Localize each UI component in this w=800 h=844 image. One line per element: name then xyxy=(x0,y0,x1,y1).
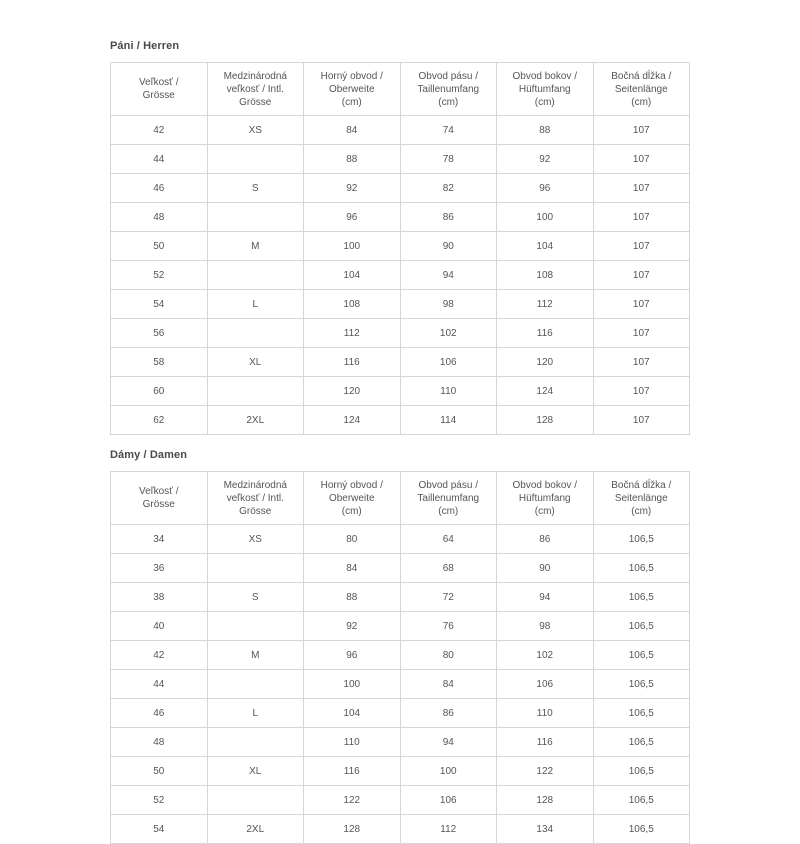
column-header xyxy=(304,63,401,116)
column-header-line: (cm) xyxy=(438,96,459,108)
table-cell: 107 xyxy=(593,406,690,435)
table-cell: 94 xyxy=(497,583,594,612)
table-header-row xyxy=(111,63,690,116)
table-cell: 100 xyxy=(304,670,401,699)
table-cell: 42 xyxy=(111,116,208,145)
table-cell: 106,5 xyxy=(593,670,690,699)
column-header-line: veľkosť / Intl. xyxy=(226,492,284,504)
table-cell: 88 xyxy=(497,116,594,145)
table-cell: 94 xyxy=(400,728,497,757)
table-cell: 114 xyxy=(400,406,497,435)
women-size-table-title: Dámy / Damen xyxy=(110,449,188,461)
column-header-line: Seitenlänge xyxy=(614,492,668,504)
table-cell: 40 xyxy=(111,612,208,641)
table-cell: 120 xyxy=(497,348,594,377)
table-cell: 107 xyxy=(593,348,690,377)
table-cell: XS xyxy=(207,116,304,145)
table-row xyxy=(111,786,690,815)
column-header-line: Hüftumfang xyxy=(518,83,571,95)
table-row xyxy=(111,641,690,670)
table-cell: 88 xyxy=(304,583,401,612)
table-cell: XS xyxy=(207,525,304,554)
table-cell: 106,5 xyxy=(593,699,690,728)
table-cell: 86 xyxy=(497,525,594,554)
table-cell: 110 xyxy=(497,699,594,728)
column-header-line: (cm) xyxy=(534,505,555,517)
table-cell: 72 xyxy=(400,583,497,612)
table-cell xyxy=(207,203,304,232)
table-cell: 80 xyxy=(304,525,401,554)
table-row xyxy=(111,554,690,583)
table-cell: 84 xyxy=(304,116,401,145)
table-row xyxy=(111,145,690,174)
table-cell: 90 xyxy=(497,554,594,583)
table-cell: 107 xyxy=(593,261,690,290)
table-cell: 112 xyxy=(497,290,594,319)
table-cell: 96 xyxy=(304,203,401,232)
table-cell: 46 xyxy=(111,699,208,728)
column-header-line: Medzinárodná xyxy=(223,70,287,82)
size-chart-sections xyxy=(110,40,690,844)
table-row xyxy=(111,261,690,290)
table-cell xyxy=(207,261,304,290)
table-cell xyxy=(207,377,304,406)
table-cell: 104 xyxy=(304,699,401,728)
table-row xyxy=(111,583,690,612)
column-header-line: Horný obvod / xyxy=(320,479,383,491)
table-cell: 50 xyxy=(111,757,208,786)
table-cell: 106,5 xyxy=(593,583,690,612)
table-cell: XL xyxy=(207,348,304,377)
table-cell: L xyxy=(207,290,304,319)
table-cell: 52 xyxy=(111,786,208,815)
column-header xyxy=(497,472,594,525)
table-cell: 106,5 xyxy=(593,728,690,757)
table-row xyxy=(111,728,690,757)
column-header-line: Bočná dĺžka / xyxy=(611,479,672,491)
table-cell: 107 xyxy=(593,319,690,348)
table-cell: 94 xyxy=(400,261,497,290)
table-cell xyxy=(207,786,304,815)
table-cell: 62 xyxy=(111,406,208,435)
table-cell: 48 xyxy=(111,203,208,232)
table-cell: 106,5 xyxy=(593,554,690,583)
table-cell: 48 xyxy=(111,728,208,757)
column-header-line: (cm) xyxy=(438,505,459,517)
column-header-line: Oberweite xyxy=(328,492,375,504)
table-cell: L xyxy=(207,699,304,728)
table-cell: 107 xyxy=(593,116,690,145)
column-header xyxy=(304,472,401,525)
table-cell xyxy=(207,670,304,699)
column-header xyxy=(111,472,208,525)
table-cell: 92 xyxy=(304,612,401,641)
table-cell: 104 xyxy=(304,261,401,290)
table-cell: 110 xyxy=(400,377,497,406)
column-header-line: Oberweite xyxy=(328,83,375,95)
table-cell: 106 xyxy=(400,348,497,377)
table-cell: 64 xyxy=(400,525,497,554)
table-cell: 107 xyxy=(593,145,690,174)
table-cell xyxy=(207,554,304,583)
table-row xyxy=(111,612,690,641)
table-row xyxy=(111,757,690,786)
table-cell: 98 xyxy=(497,612,594,641)
column-header-line: Medzinárodná xyxy=(223,479,287,491)
column-header-line: veľkosť / Intl. Grösse xyxy=(226,83,284,108)
table-cell: 120 xyxy=(304,377,401,406)
column-header xyxy=(207,63,304,116)
column-header-line: (cm) xyxy=(341,96,362,108)
table-row xyxy=(111,174,690,203)
table-cell: 108 xyxy=(497,261,594,290)
men-size-table xyxy=(110,62,690,435)
table-row xyxy=(111,377,690,406)
column-header-line: Bočná dĺžka / xyxy=(611,70,672,82)
table-cell: 78 xyxy=(400,145,497,174)
column-header xyxy=(400,472,497,525)
table-cell xyxy=(207,145,304,174)
table-row xyxy=(111,670,690,699)
table-cell xyxy=(207,612,304,641)
table-row xyxy=(111,116,690,145)
table-cell: 50 xyxy=(111,232,208,261)
table-cell: 54 xyxy=(111,815,208,844)
table-row xyxy=(111,203,690,232)
table-cell: 122 xyxy=(304,786,401,815)
table-cell: 100 xyxy=(304,232,401,261)
table-cell: 86 xyxy=(400,699,497,728)
table-cell: 107 xyxy=(593,174,690,203)
table-cell: 82 xyxy=(400,174,497,203)
table-cell: 44 xyxy=(111,670,208,699)
table-cell: 42 xyxy=(111,641,208,670)
table-cell: 128 xyxy=(497,406,594,435)
table-cell: S xyxy=(207,583,304,612)
table-cell: 100 xyxy=(497,203,594,232)
column-header xyxy=(111,63,208,116)
table-cell: 122 xyxy=(497,757,594,786)
table-cell: 112 xyxy=(400,815,497,844)
table-cell: 96 xyxy=(304,641,401,670)
table-cell: M xyxy=(207,232,304,261)
table-cell: 106,5 xyxy=(593,815,690,844)
table-cell: 106,5 xyxy=(593,641,690,670)
column-header-line: Grösse xyxy=(239,505,272,517)
column-header-line: Obvod pásu / xyxy=(418,70,478,82)
table-cell: 58 xyxy=(111,348,208,377)
table-cell: 86 xyxy=(400,203,497,232)
women-size-table xyxy=(110,471,690,844)
table-cell xyxy=(207,728,304,757)
column-header-line: Taillenumfang xyxy=(417,83,480,95)
table-cell: 116 xyxy=(497,319,594,348)
men-size-table-title: Páni / Herren xyxy=(110,40,180,52)
column-header-line: Veľkosť / xyxy=(139,77,179,88)
table-cell: 92 xyxy=(304,174,401,203)
table-cell: 76 xyxy=(400,612,497,641)
table-cell: 124 xyxy=(497,377,594,406)
table-cell: 60 xyxy=(111,377,208,406)
table-cell: 124 xyxy=(304,406,401,435)
table-cell: 102 xyxy=(497,641,594,670)
table-cell: 110 xyxy=(304,728,401,757)
table-cell: 36 xyxy=(111,554,208,583)
table-row xyxy=(111,815,690,844)
table-cell: 106,5 xyxy=(593,612,690,641)
table-cell: 84 xyxy=(400,670,497,699)
column-header-line: (cm) xyxy=(534,96,555,108)
table-cell: 116 xyxy=(304,757,401,786)
table-cell: 98 xyxy=(400,290,497,319)
table-cell: 96 xyxy=(497,174,594,203)
table-cell: XL xyxy=(207,757,304,786)
column-header xyxy=(400,63,497,116)
table-cell: S xyxy=(207,174,304,203)
table-cell: 107 xyxy=(593,232,690,261)
table-cell: 44 xyxy=(111,145,208,174)
men-size-table-section xyxy=(110,40,690,435)
table-cell: 116 xyxy=(497,728,594,757)
table-cell: 68 xyxy=(400,554,497,583)
table-cell: 104 xyxy=(497,232,594,261)
table-cell: 100 xyxy=(400,757,497,786)
column-header xyxy=(497,63,594,116)
table-cell: 56 xyxy=(111,319,208,348)
table-cell xyxy=(207,319,304,348)
column-header xyxy=(207,472,304,525)
column-header xyxy=(593,472,690,525)
column-header-line: Seitenlänge xyxy=(614,83,668,95)
table-cell: 2XL xyxy=(207,815,304,844)
table-row xyxy=(111,232,690,261)
table-cell: 116 xyxy=(304,348,401,377)
table-cell: 107 xyxy=(593,290,690,319)
column-header-line: Obvod bokov / xyxy=(512,70,577,82)
table-cell: 2XL xyxy=(207,406,304,435)
table-cell: 106,5 xyxy=(593,757,690,786)
table-cell: 80 xyxy=(400,641,497,670)
column-header-line: Obvod bokov / xyxy=(512,479,577,491)
table-row xyxy=(111,699,690,728)
table-cell: 102 xyxy=(400,319,497,348)
table-cell: 84 xyxy=(304,554,401,583)
table-cell: 90 xyxy=(400,232,497,261)
column-header-line: (cm) xyxy=(341,505,362,517)
column-header-line: Hüftumfang xyxy=(518,492,571,504)
column-header-line: Grösse xyxy=(142,90,175,101)
table-cell: 134 xyxy=(497,815,594,844)
table-cell: 107 xyxy=(593,377,690,406)
table-cell: 112 xyxy=(304,319,401,348)
table-cell: 128 xyxy=(304,815,401,844)
table-header-row xyxy=(111,472,690,525)
table-cell: M xyxy=(207,641,304,670)
table-row xyxy=(111,290,690,319)
table-row xyxy=(111,348,690,377)
table-cell: 128 xyxy=(497,786,594,815)
column-header-line: Veľkosť / xyxy=(139,486,179,497)
column-header-line: Taillenumfang xyxy=(417,492,480,504)
table-cell: 106 xyxy=(497,670,594,699)
table-cell: 38 xyxy=(111,583,208,612)
table-cell: 106 xyxy=(400,786,497,815)
table-cell: 54 xyxy=(111,290,208,319)
table-cell: 92 xyxy=(497,145,594,174)
table-cell: 88 xyxy=(304,145,401,174)
column-header-line: Grösse xyxy=(142,499,175,510)
column-header xyxy=(593,63,690,116)
women-size-table-section xyxy=(110,449,690,844)
table-cell: 106,5 xyxy=(593,786,690,815)
table-cell: 46 xyxy=(111,174,208,203)
table-row xyxy=(111,406,690,435)
table-cell: 107 xyxy=(593,203,690,232)
table-cell: 106,5 xyxy=(593,525,690,554)
table-cell: 74 xyxy=(400,116,497,145)
column-header-line: (cm) xyxy=(631,96,652,108)
table-cell: 108 xyxy=(304,290,401,319)
table-row xyxy=(111,319,690,348)
table-row xyxy=(111,525,690,554)
column-header-line: (cm) xyxy=(631,505,652,517)
column-header-line: Horný obvod / xyxy=(320,70,383,82)
column-header-line: Obvod pásu / xyxy=(418,479,478,491)
table-cell: 34 xyxy=(111,525,208,554)
table-cell: 52 xyxy=(111,261,208,290)
